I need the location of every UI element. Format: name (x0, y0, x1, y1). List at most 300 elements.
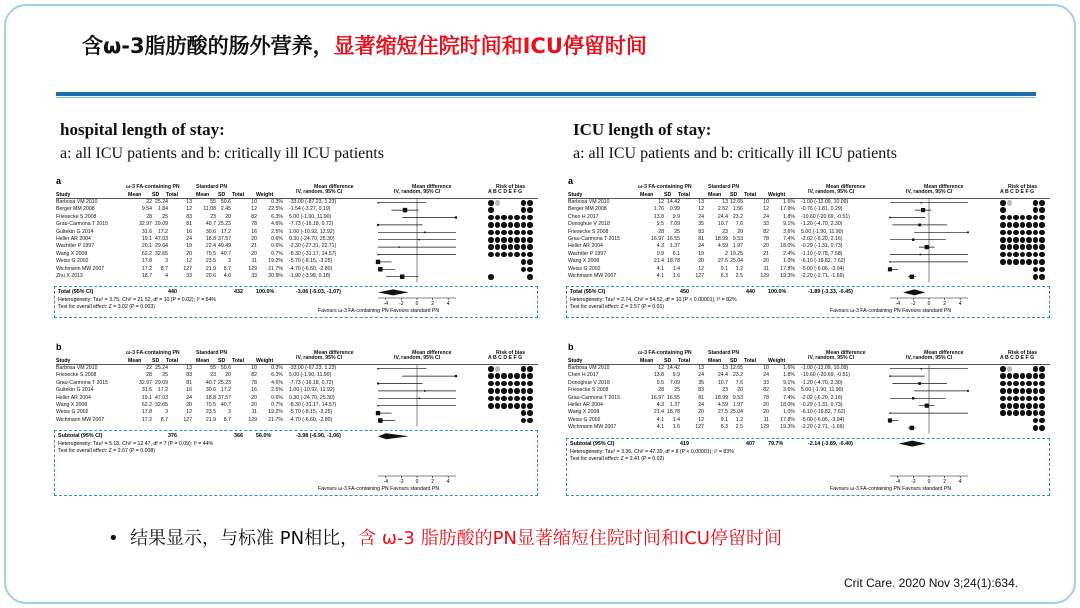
study-value: 23 (210, 213, 216, 220)
risk-dot (508, 200, 514, 206)
column-header: IV, random, 95% CI (296, 189, 343, 195)
study-value: 4.3 (656, 402, 664, 409)
study-value: 25.04 (730, 409, 743, 416)
study-value: 4.1 (656, 416, 664, 423)
study-value: 2 (725, 250, 728, 257)
risk-dot (508, 418, 514, 424)
risk-dot (495, 388, 501, 394)
risk-dot (1013, 237, 1019, 243)
table-row (56, 266, 381, 273)
column-header: Mean difference (924, 350, 964, 356)
study-value: -0.29 (-1.31, 0.73) (800, 243, 843, 250)
study-value: 16 (251, 387, 257, 394)
risk-of-bias-row (1000, 373, 1045, 379)
risk-dot (488, 200, 494, 206)
table-row (56, 380, 381, 387)
column-header: Mean difference (412, 350, 452, 356)
table-row (56, 395, 381, 402)
risk-dot (1026, 267, 1032, 273)
column-header: IV, random, 95% CI (394, 189, 441, 195)
risk-dot (1033, 274, 1039, 280)
column-header: Mean difference (826, 184, 866, 190)
risk-of-bias-row (1000, 403, 1045, 409)
study-value: 20.1 (141, 243, 152, 250)
risk-of-bias-row (1000, 366, 1045, 372)
title-underline (56, 92, 1036, 96)
forest-panel (56, 178, 538, 314)
study-value: 129 (248, 416, 257, 423)
study-name: Gultekin G 2014 (56, 228, 94, 235)
study-value: 83 (186, 372, 192, 379)
study-value: 81 (698, 236, 704, 243)
column-subheader: Study (568, 192, 583, 198)
column-subheader: Mean (640, 192, 654, 198)
study-value: 18.7 (141, 273, 152, 280)
risk-dot (1020, 252, 1026, 258)
risk-dot (501, 259, 507, 265)
study-value: 8.7 (160, 416, 168, 423)
study-value: -6.10 (-19.82, 7.62) (800, 258, 846, 265)
study-value: 19.2% (268, 409, 283, 416)
risk-dot (514, 381, 520, 387)
risk-dot (527, 388, 533, 394)
risk-dot (1033, 237, 1039, 243)
study-value: 12 (186, 258, 192, 265)
study-value: 11 (251, 409, 257, 416)
risk-dot (1007, 207, 1013, 213)
risk-dot (1020, 388, 1026, 394)
study-value: 30.6 (205, 387, 216, 394)
risk-dot (1013, 410, 1019, 416)
study-value: 13.8 (653, 372, 664, 379)
risk-dot (495, 200, 501, 206)
study-value: 13 (698, 199, 704, 205)
study-value: 1.84 (157, 206, 168, 213)
study-name: Donoghue V 2018 (568, 379, 610, 386)
study-value: 16 (251, 228, 257, 235)
study-value: -1.20 (-4.70, 2.30) (800, 379, 843, 386)
title-black: 含ω-3脂肪酸的肠外营养， (82, 34, 334, 58)
risk-dot (521, 396, 527, 402)
table-row (56, 365, 381, 372)
panel-label: a (56, 176, 62, 186)
column-subheader: Weight (768, 358, 786, 364)
table-row (568, 258, 893, 265)
risk-dot (1007, 381, 1013, 387)
column-header: Mean difference (826, 350, 866, 356)
forest-panel (56, 344, 538, 492)
risk-dot (1033, 418, 1039, 424)
risk-dot (1026, 373, 1032, 379)
study-value: -8.30 (-31.17, 14.57) (288, 402, 337, 409)
study-value: 127 (183, 265, 192, 272)
risk-dot (1013, 366, 1019, 372)
risk-dot (1020, 381, 1026, 387)
risk-of-bias-row (1000, 267, 1045, 273)
column-header: IV, random, 95% CI (906, 189, 953, 195)
study-value: 1.97 (732, 243, 743, 250)
forest-panel (568, 178, 1050, 314)
study-value: 32.97 (139, 379, 152, 386)
study-value: 4.1 (656, 424, 664, 431)
study-value: 25 (162, 213, 168, 220)
study-value: 17.9% (780, 206, 795, 213)
risk-dot (1033, 244, 1039, 250)
risk-dot (1026, 403, 1032, 409)
column-subheader: Study (56, 192, 71, 198)
risk-dot (1013, 425, 1019, 431)
column-subheader: Weight (256, 358, 274, 364)
study-value: 0.99 (669, 206, 680, 213)
study-value: 1.6 (672, 273, 680, 280)
risk-dot (1039, 381, 1045, 387)
risk-of-bias-row (488, 267, 533, 273)
column-header: IV, random, 95% CI (906, 355, 953, 361)
risk-dot (521, 215, 527, 221)
risk-dot (495, 267, 501, 273)
risk-dot (1039, 403, 1045, 409)
column-header: Risk of bias (1008, 350, 1038, 356)
study-value: 17.2 (220, 228, 231, 235)
study-value: 22.5% (268, 206, 283, 213)
effect-marker (889, 261, 890, 262)
effect-marker (910, 274, 914, 278)
study-value: 9.1% (783, 221, 795, 228)
study-value: 2.5% (271, 228, 283, 235)
study-value: 129 (760, 424, 769, 431)
study-value: 5.00 (-1.90, 11.90) (288, 213, 332, 220)
study-value: 127 (183, 416, 192, 423)
study-value: 7.4% (783, 236, 795, 243)
study-value: 22 (146, 199, 152, 205)
study-value: 2.45 (220, 206, 231, 213)
study-value: 1.00 (-10.92, 12.92) (288, 387, 335, 394)
table-row (568, 229, 893, 236)
bullet-black: 结果显示，与标准 PN相比， (130, 528, 359, 549)
column-header: Risk of bias (496, 350, 526, 356)
study-value: 8.7 (223, 416, 231, 423)
study-value: 3 (228, 409, 231, 416)
conclusion-bullet: • 结果显示，与标准 PN相比，含 ω-3 脂肪酸的PN显著缩短住院时间和ICU停留时间 (108, 528, 782, 549)
risk-of-bias-row (1000, 381, 1045, 387)
study-value: 3 (165, 409, 168, 416)
study-value: 33 (763, 221, 769, 228)
study-value: 78 (251, 379, 257, 386)
risk-dot (527, 200, 533, 206)
study-name: Friesecke S 2008 (56, 213, 97, 220)
column-subheader: Total (166, 192, 179, 198)
study-name: Donoghue V 2018 (568, 221, 610, 228)
study-value: 2.5 (735, 424, 743, 431)
table-row (568, 395, 893, 402)
risk-dot (488, 396, 494, 402)
risk-dot (1013, 396, 1019, 402)
risk-dot (495, 259, 501, 265)
risk-dot (1039, 237, 1045, 243)
risk-dot (1007, 373, 1013, 379)
title-underline-thin (56, 97, 1036, 98)
study-value: 6.3 (720, 424, 728, 431)
risk-dot (501, 366, 507, 372)
effect-marker (921, 208, 925, 212)
study-name: Zhu X 2013 (56, 273, 83, 280)
risk-dot (508, 207, 514, 213)
citation: Crit Care. 2020 Nov 3;24(1):634. (844, 576, 1019, 590)
risk-dot (1013, 207, 1019, 213)
risk-dot (508, 396, 514, 402)
study-value: 40.7 (205, 221, 216, 228)
risk-of-bias-row (1000, 222, 1045, 228)
risk-dot (1007, 425, 1013, 431)
heterogeneity-text: Heterogeneity: Tau² = 3.36, Chi² = 47.39, df = 8 (P < 0.00001); I² = 83% (570, 448, 734, 455)
study-value: 40.7 (220, 402, 231, 409)
study-value: 20 (186, 250, 192, 257)
risk-dot (488, 259, 494, 265)
risk-dot (1020, 418, 1026, 424)
study-value: 20 (251, 250, 257, 257)
study-value: -5.00 (-6.06, -3.94) (800, 265, 845, 272)
study-value: 21.9 (205, 265, 216, 272)
risk-dot (1039, 267, 1045, 273)
study-value: 1.8% (783, 213, 795, 220)
x-tick-label: 0 (927, 301, 931, 307)
study-value: 1.6% (783, 365, 795, 371)
left-header (60, 118, 384, 166)
risk-dot (1000, 425, 1006, 431)
column-header: IV, random, 95% CI (808, 189, 855, 195)
column-subheader: Mean (128, 192, 142, 198)
study-value: 11 (763, 265, 769, 272)
risk-dot (527, 410, 533, 416)
effect-marker (889, 375, 891, 377)
study-value: 22.4 (205, 243, 216, 250)
risk-dot (1039, 252, 1045, 258)
risk-dot (1033, 215, 1039, 221)
risk-dot (527, 418, 533, 424)
risk-dot (495, 207, 501, 213)
risk-dot (1033, 410, 1039, 416)
favours-label: Favours ω-3 FA-containing PN Favours standard PN (318, 486, 440, 492)
risk-dot (1013, 381, 1019, 387)
risk-dot (495, 403, 501, 409)
risk-dot (1026, 207, 1032, 213)
risk-dot (514, 267, 520, 273)
study-value: 20 (698, 258, 704, 265)
slide-frame (4, 4, 1076, 604)
study-value: -1.10 (-9.78, 7.58) (800, 250, 843, 257)
risk-of-bias-row (488, 381, 533, 387)
study-value: 50.6 (220, 365, 231, 371)
column-subheader: SD (218, 192, 226, 198)
study-value: 0.6% (271, 243, 283, 250)
risk-dot (1013, 222, 1019, 228)
risk-dot (1000, 418, 1006, 424)
effect-marker (912, 397, 914, 399)
column-header: ω-3 FA-containing PN (638, 184, 692, 190)
study-value: 4.1 (656, 273, 664, 280)
risk-dot (527, 222, 533, 228)
summary-ci: -3.98 (-6.90, -1.06) (296, 433, 341, 440)
favours-label: Favours ω-3 FA-containing PN Favours standard PN (830, 486, 952, 492)
risk-of-bias-row (488, 418, 533, 424)
column-header: A B C D E F G (488, 355, 523, 361)
risk-dot (1026, 222, 1032, 228)
study-value: 28 (658, 228, 664, 235)
study-value: 9.9 (672, 213, 680, 220)
summary-weight: 79.7% (768, 440, 784, 447)
study-value: 23.2 (732, 372, 743, 379)
column-subheader: SD (152, 192, 160, 198)
risk-dot (527, 274, 533, 280)
risk-dot (1000, 215, 1006, 221)
study-value: 7.4% (783, 394, 795, 401)
study-value: 16 (186, 228, 192, 235)
study-value: 25.24 (155, 199, 168, 205)
study-value: 29.64 (155, 243, 168, 250)
study-value: 17.8 (141, 258, 152, 265)
risk-dot (527, 396, 533, 402)
table-row (56, 372, 381, 379)
study-table (56, 199, 381, 280)
risk-dot (488, 244, 494, 250)
study-name: Wang X 2008 (568, 409, 600, 416)
effect-marker (967, 390, 969, 392)
risk-of-bias-row (1000, 252, 1045, 258)
study-value: 33 (251, 273, 257, 280)
x-tick-label: 0 (415, 301, 419, 307)
study-value: 10 (251, 199, 257, 205)
risk-dot (1026, 215, 1032, 221)
risk-dot (1033, 381, 1039, 387)
risk-dot (501, 267, 507, 273)
study-value: 20 (763, 258, 769, 265)
table-row (568, 380, 893, 387)
study-value: 16.55 (667, 236, 680, 243)
risk-of-bias-row (1000, 259, 1045, 265)
risk-dot (495, 274, 501, 280)
risk-dot (514, 388, 520, 394)
risk-dot (1000, 373, 1006, 379)
column-header: ω-3 FA-containing PN (638, 350, 692, 356)
study-value: 0.7% (271, 250, 283, 257)
risk-dot (1007, 410, 1013, 416)
risk-dot (488, 267, 494, 273)
effect-marker (378, 267, 383, 272)
risk-dot (508, 381, 514, 387)
study-table (568, 199, 893, 280)
risk-dot (527, 244, 533, 250)
effect-marker (377, 368, 378, 369)
risk-dot (1000, 366, 1006, 372)
study-value: 50.6 (220, 199, 231, 205)
study-value: 19.1 (141, 236, 152, 243)
column-header: A B C D E F G (1000, 355, 1035, 361)
effect-marker (920, 254, 922, 256)
study-value: 23.2 (732, 213, 743, 220)
study-value: 21 (251, 243, 257, 250)
risk-dot (1033, 267, 1039, 273)
column-header: IV, random, 95% CI (296, 355, 343, 361)
study-value: 18.0% (780, 243, 795, 250)
study-value: 3.6% (783, 387, 795, 394)
study-value: 1.2 (735, 416, 743, 423)
study-value: 47.03 (155, 394, 168, 401)
study-value: 32.65 (155, 250, 168, 257)
risk-dot (1000, 200, 1006, 206)
study-value: 2.5% (271, 387, 283, 394)
risk-dot (508, 366, 514, 372)
study-value: 82 (251, 213, 257, 220)
effect-marker (419, 398, 420, 399)
study-value: 31.6 (141, 387, 152, 394)
table-row (568, 251, 893, 258)
column-header: Standard PN (196, 184, 228, 190)
risk-dot (495, 366, 501, 372)
study-value: 21.7% (268, 265, 283, 272)
column-subheader: SD (664, 192, 672, 198)
risk-dot (1039, 396, 1045, 402)
column-subheader: Study (568, 358, 583, 364)
study-value: 25 (674, 228, 680, 235)
study-value: 37.57 (218, 394, 231, 401)
summary-label: Subtotal (95% CI) (58, 433, 103, 440)
risk-dot (488, 388, 494, 394)
study-value: -4.70 (-6.60, -2.80) (288, 416, 333, 423)
table-row (568, 372, 893, 379)
study-value: 6.3 (720, 273, 728, 280)
column-header: IV, random, 95% CI (808, 355, 855, 361)
study-name: Wichmann MW 2007 (56, 265, 105, 272)
risk-dot (527, 207, 533, 213)
risk-dot (514, 215, 520, 221)
study-value: 20.6 (205, 273, 216, 280)
summary-box (54, 430, 538, 496)
study-value: 24 (186, 394, 192, 401)
risk-dot (1020, 244, 1026, 250)
study-value: 20 (737, 228, 743, 235)
risk-of-bias-row (488, 207, 533, 213)
risk-dot (521, 373, 527, 379)
study-value: 24 (763, 213, 769, 220)
risk-dot (501, 418, 507, 424)
study-value: 23 (722, 228, 728, 235)
x-tick-label: 0 (927, 479, 931, 485)
risk-of-bias-row (488, 259, 533, 265)
risk-dot (501, 410, 507, 416)
study-value: 24 (698, 372, 704, 379)
study-value: 55 (210, 199, 216, 205)
study-value: 17.8 (141, 409, 152, 416)
study-name: Chen H 2017 (568, 372, 599, 379)
risk-dot (1000, 403, 1006, 409)
study-value: 25.24 (155, 365, 168, 371)
study-value: 127 (695, 424, 704, 431)
effect-marker (920, 368, 921, 369)
table-row (56, 273, 381, 280)
study-value: 3 (228, 258, 231, 265)
study-value: 12 (186, 409, 192, 416)
risk-dot (514, 222, 520, 228)
study-value: 82 (763, 228, 769, 235)
column-header: Risk of bias (496, 184, 526, 190)
study-value: 9.5 (656, 379, 664, 386)
risk-dot (521, 200, 527, 206)
x-tick-label: -2 (911, 479, 916, 485)
risk-dot (501, 388, 507, 394)
risk-dot (488, 222, 494, 228)
study-value: 4 (165, 273, 168, 280)
risk-dot (495, 410, 501, 416)
